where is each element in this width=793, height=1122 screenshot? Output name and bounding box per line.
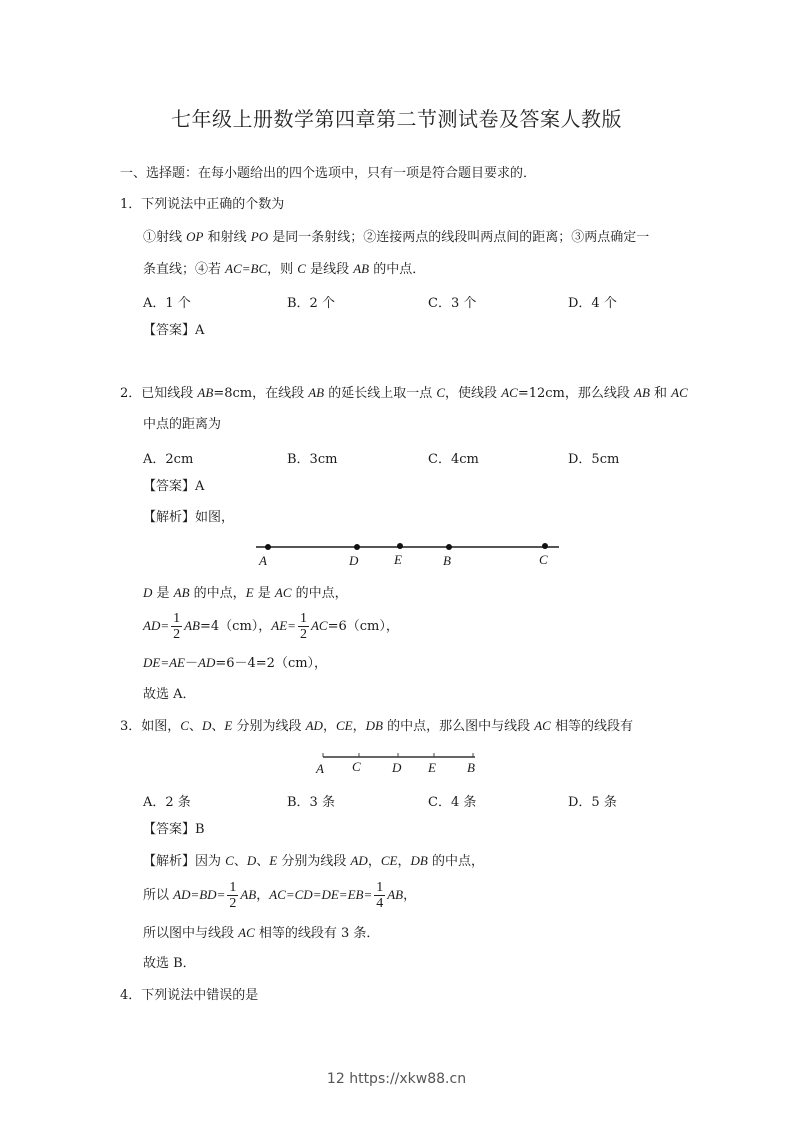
question-1-stem: 1．下列说法中正确的个数为 [120,197,285,212]
section-heading: 一、选择题：在每小题给出的四个选项中，只有一项是符合题目要求的． [120,166,537,181]
question-3-stem: 3．如图，C、D、E 分别为线段 AD，CE，DB 的中点，那么图中与线段 AC 相等的线段有 [120,718,633,734]
question-3-analysis-line2: 所以 AD=BD= $\frac{1}{2}$ AB，AC=CD=DE=EB= $\frac{1}{4}$ AB， [143,880,417,911]
question-2-analysis-line3: DE=AE－AD=6－4=2（cm）， [143,655,328,671]
question-2-line-figure [253,538,563,570]
question-3-option-c: C．4 条 [428,795,477,810]
question-2-stem-line2: 中点的距离为 [143,417,222,432]
question-3-conclusion: 故选 B． [143,956,196,971]
point-label-b: B [467,760,475,775]
point-label-d: D [349,553,359,568]
question-3-option-d: D．5 条 [568,795,617,810]
point-label-c: C [539,552,548,567]
question-1-option-d: D．4 个 [568,296,617,311]
question-2-option-b: B．3cm [287,452,338,467]
question-1-answer: 【答案】A [143,323,205,338]
question-2-conclusion: 故选 A． [143,687,196,702]
question-1-statements-line2: 条直线；④若 AC=BC，则 C 是线段 AB 的中点． [143,261,426,277]
point-label-e: E [394,552,402,567]
fraction-one-half: $\frac{1}{2}$ [173,611,181,642]
fraction-one-quarter: $\frac{1}{4}$ [376,880,384,911]
question-1-option-a: A．1 个 [143,296,191,311]
point-label-a: A [316,761,324,776]
document-title: 七年级上册数学第四章第二节测试卷及答案人教版 [171,107,622,131]
question-1-statements-line1: ①射线 OP 和射线 PO 是同一条射线；②连接两点的线段叫两点间的距离；③两点确定一 [143,229,650,245]
question-2-analysis-line2: AD= $\frac{1}{2}$ AB=4（cm），AE= $\frac{1}{2}$ AC=6（cm）， [143,611,399,642]
page-number: 12 [326,1071,345,1087]
point-label-a: A [259,553,267,568]
question-2-analysis-intro: 【解析】如图， [143,510,235,525]
question-3-option-a: A．2 条 [143,795,191,810]
point-label-b: B [443,553,451,568]
question-2-stem-line1: 2．已知线段 AB=8cm，在线段 AB 的延长线上取一点 C，使线段 AC=12cm，那么线段 AB 和 AC [120,385,688,401]
question-3-analysis-line1: 【解析】因为 C、D、E 分别为线段 AD，CE，DB 的中点， [143,853,484,869]
question-3-option-b: B．3 条 [287,795,335,810]
point-label-c: C [352,759,361,774]
question-3-answer: 【答案】B [143,822,205,837]
point-label-d: D [392,760,402,775]
question-3-line-figure [314,752,484,780]
question-4-stem: 4．下列说法中错误的是 [120,988,259,1003]
fraction-one-half: $\frac{1}{2}$ [299,611,307,642]
question-2-answer: 【答案】A [143,479,205,494]
question-2-analysis-line1: D 是 AB 的中点，E 是 AC 的中点， [143,585,348,601]
footer-url: https://xkw88.cn [349,1071,467,1087]
question-1-option-b: B．2 个 [287,296,335,311]
page-footer [0,1071,793,1087]
question-1-option-c: C．3 个 [428,296,477,311]
question-2-option-d: D．5cm [568,452,620,467]
fraction-one-half: $\frac{1}{2}$ [229,880,237,911]
question-2-option-a: A．2cm [143,452,194,467]
question-2-option-c: C．4cm [428,452,479,467]
line-segment-diagram [253,538,563,570]
question-3-analysis-line3: 所以图中与线段 AC 相等的线段有 3 条． [143,925,380,941]
point-label-e: E [428,760,436,775]
